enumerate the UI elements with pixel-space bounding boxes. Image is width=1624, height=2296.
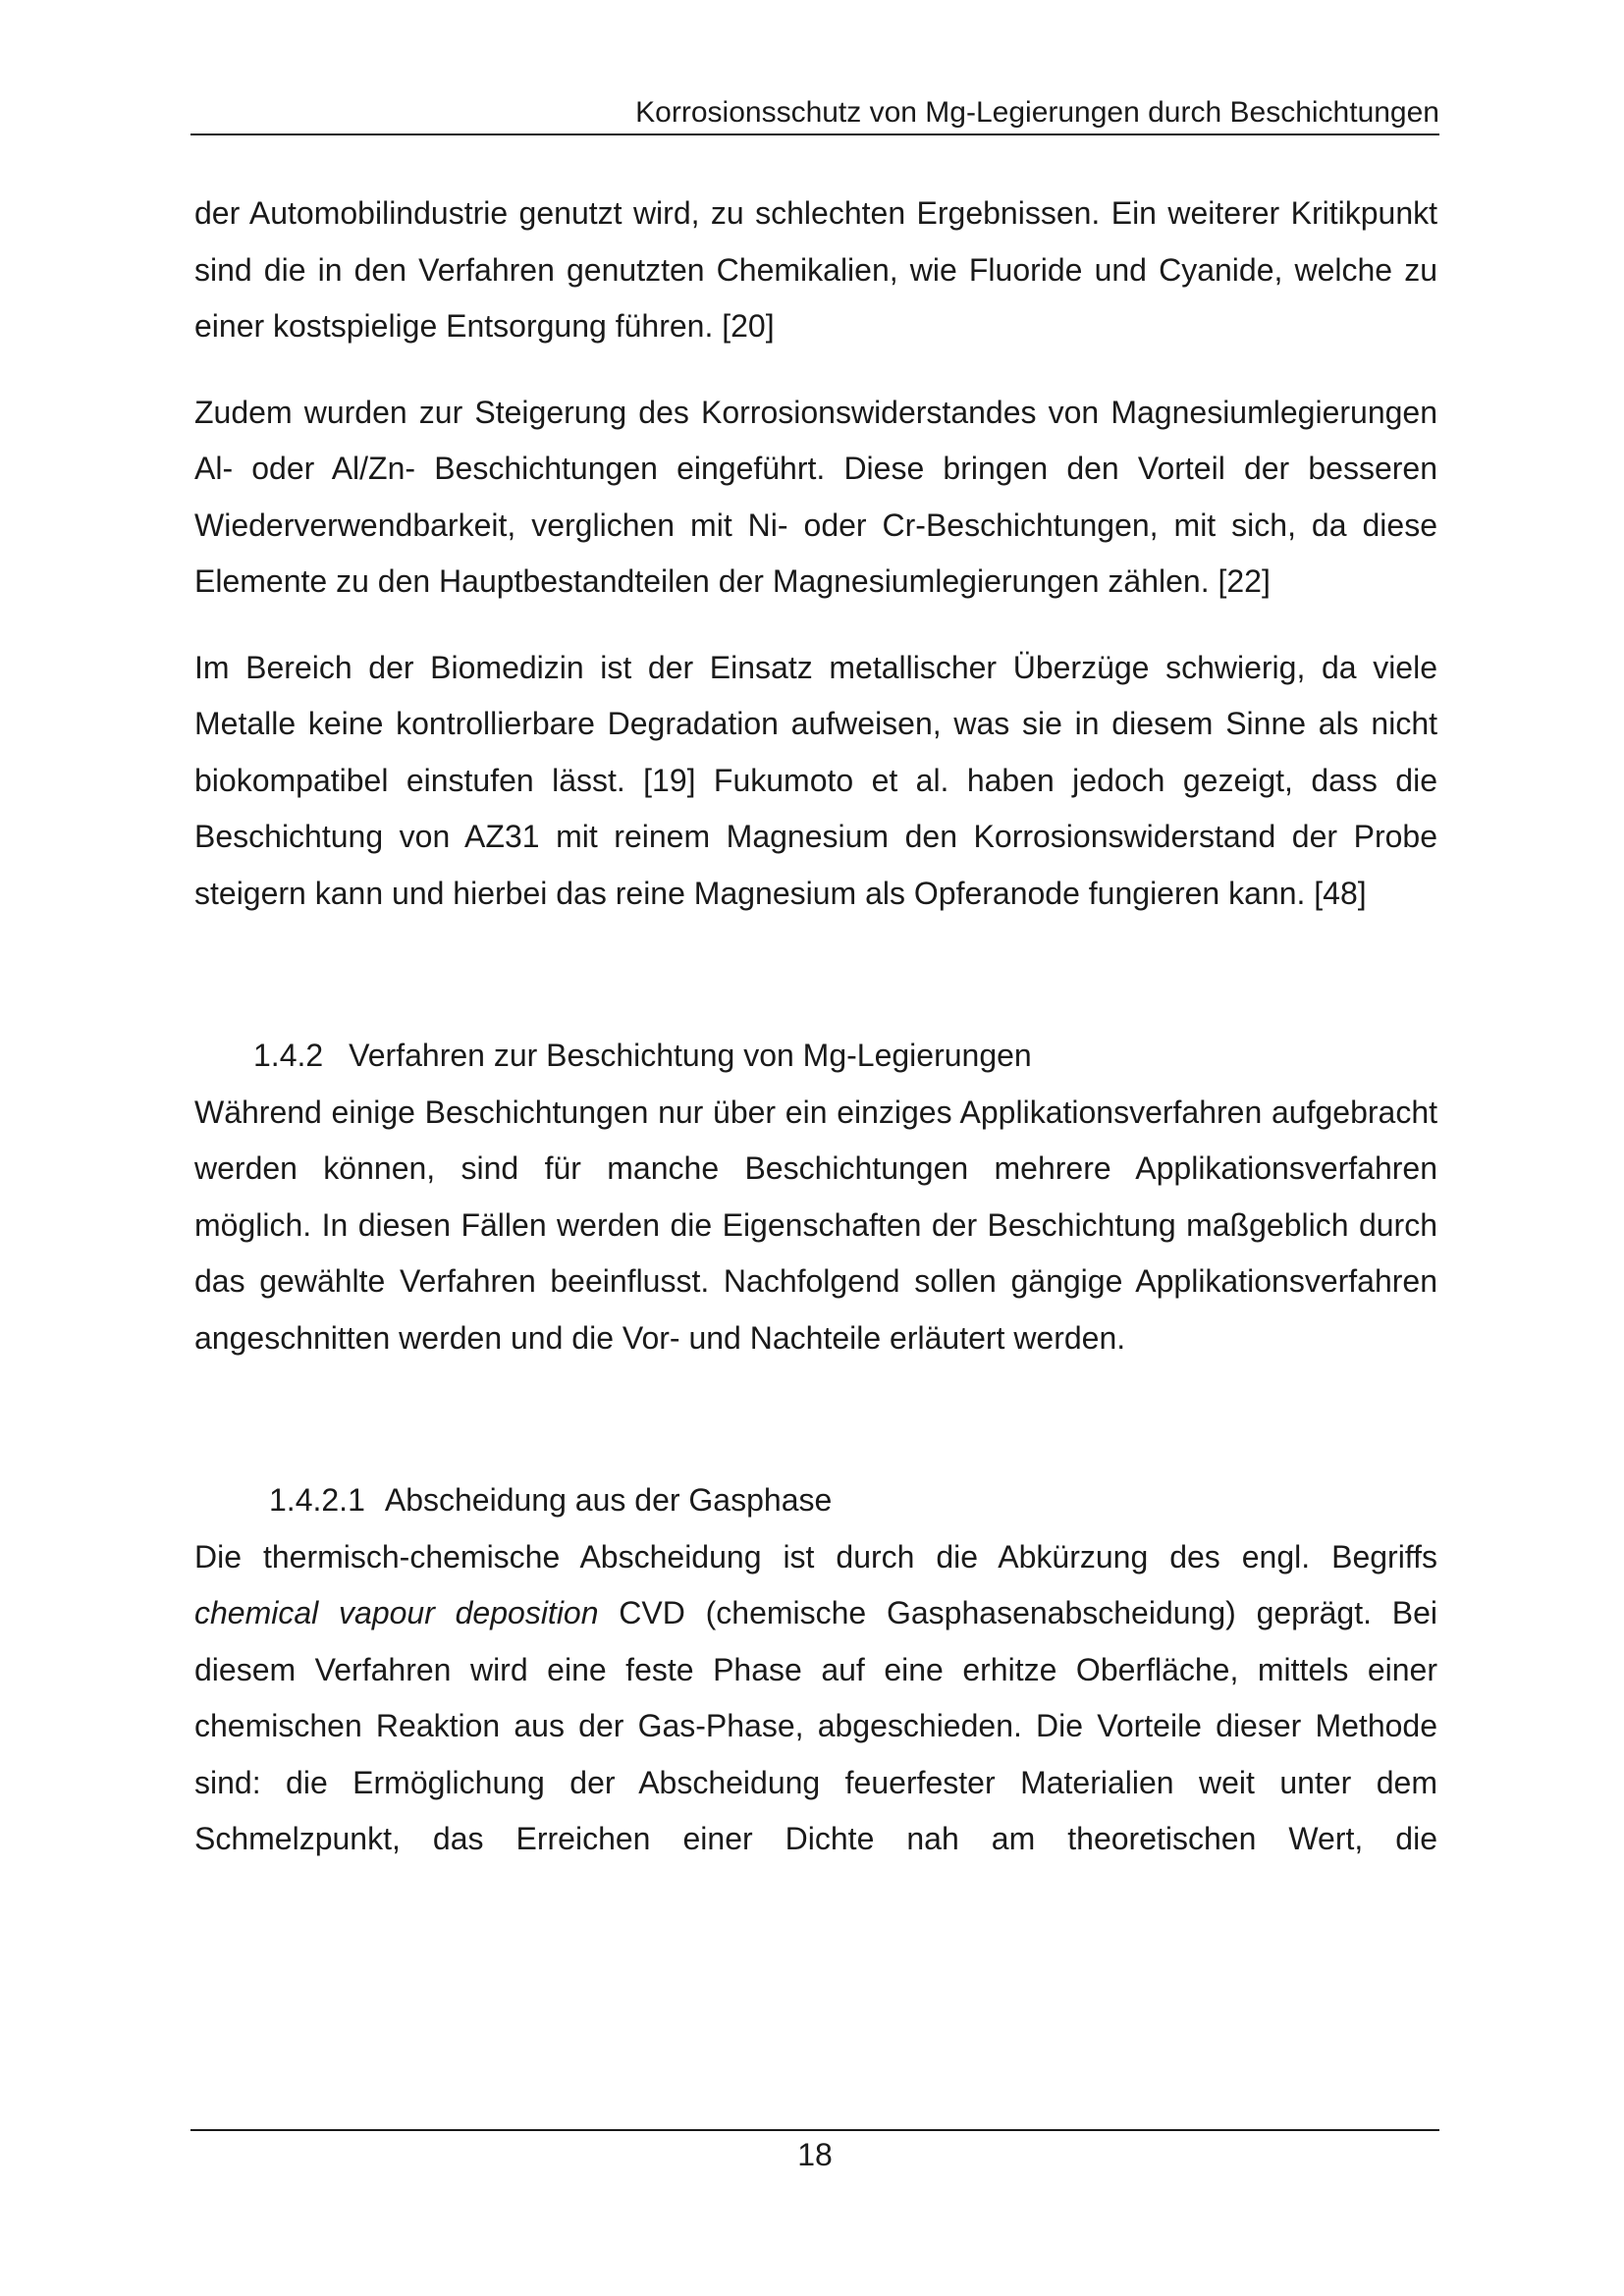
paragraph-gas-phase-deposition: [194, 1529, 1437, 1868]
paragraph-al-zn-coatings: Zudem wurden zur Steigerung des Korrosionswiderstandes von Magnesiumlegierungen Al- oder Al/Zn- Beschichtungen eingeführt. Diese bringen den Vorteil der besseren Wiederverwendbarkeit, verglichen mit Ni- oder Cr-Beschichtungen, mit sich, da diese Elemente zu den Hauptbestandteilen der Magnesiumlegierungen zählen. [22]: [194, 394, 1437, 599]
section-number: 1.4.2: [253, 1038, 324, 1073]
section-spacer: [194, 922, 1437, 1028]
section-heading-1-4-2: [194, 1028, 1437, 1085]
section-heading-1-4-2-1: [194, 1472, 1437, 1529]
footer-rule: [190, 2129, 1439, 2131]
text-run: CVD (chemische Gasphasenabscheidung) geprägt. Bei diesem Verfahren wird eine feste Phase auf eine erhitze Oberfläche, mittels einer chemischen Reaktion aus der Gas-Phase, abgeschieden. Die Vorteile dieser Methode sind: die Ermöglichung der Abscheidung feuerfester Materialien weit unter dem Schmelzpunkt, das Erreichen einer Dichte nah am theoretischen Wert, die: [194, 1595, 1438, 1856]
header-rule: [190, 133, 1439, 135]
paragraph-spacer: [194, 611, 1437, 640]
section-number: 1.4.2.1: [269, 1482, 365, 1518]
section-title: Abscheidung aus der Gasphase: [384, 1482, 833, 1518]
page-number: 18: [797, 2137, 833, 2172]
paragraph-automotive: der Automobilindustrie genutzt wird, zu schlechten Ergebnissen. Ein weiterer Kritikpunkt sind die in den Verfahren genutzten Chemikalien, wie Fluoride und Cyanide, welche zu einer kostspielige Entsorgung führen. [20]: [194, 195, 1437, 344]
running-header: Korrosionsschutz von Mg-Legierungen durch Beschichtungen: [635, 96, 1439, 129]
paragraph-biomedicine: Im Bereich der Biomedizin ist der Einsatz metallischer Überzüge schwierig, da viele Metalle keine kontrollierbare Degradation aufweisen, was sie in diesem Sinne als nicht biokompatibel einstufen lässt. [19] Fukumoto et al. haben jedoch gezeigt, dass die Beschichtung von AZ31 mit reinem Magnesium den Korrosionswiderstand der Probe steigern kann und hierbei das reine Magnesium als Opferanode fungieren kann. [48]: [194, 649, 1437, 911]
section-title: Verfahren zur Beschichtung von Mg-Legierungen: [349, 1038, 1032, 1073]
section-spacer: [194, 1366, 1437, 1472]
text-run: Die thermisch-chemische Abscheidung ist durch die Abkürzung des engl. Begriffs: [194, 1538, 1437, 1575]
page-content: [194, 186, 1437, 1868]
paragraph-spacer: [194, 355, 1437, 385]
paragraph-coating-methods: Während einige Beschichtungen nur über ein einziges Applikationsverfahren aufgebracht werden können, sind für manche Beschichtungen mehrere Applikationsverfahren möglich. In diesen Fällen werden die Eigenschaften der Beschichtung maßgeblich durch das gewählte Verfahren beeinflusst. Nachfolgend sollen gängige Applikationsverfahren angeschnitten werden und die Vor- und Nachteile erläutert werden.: [194, 1094, 1437, 1356]
italic-term: chemical vapour deposition: [194, 1595, 599, 1630]
